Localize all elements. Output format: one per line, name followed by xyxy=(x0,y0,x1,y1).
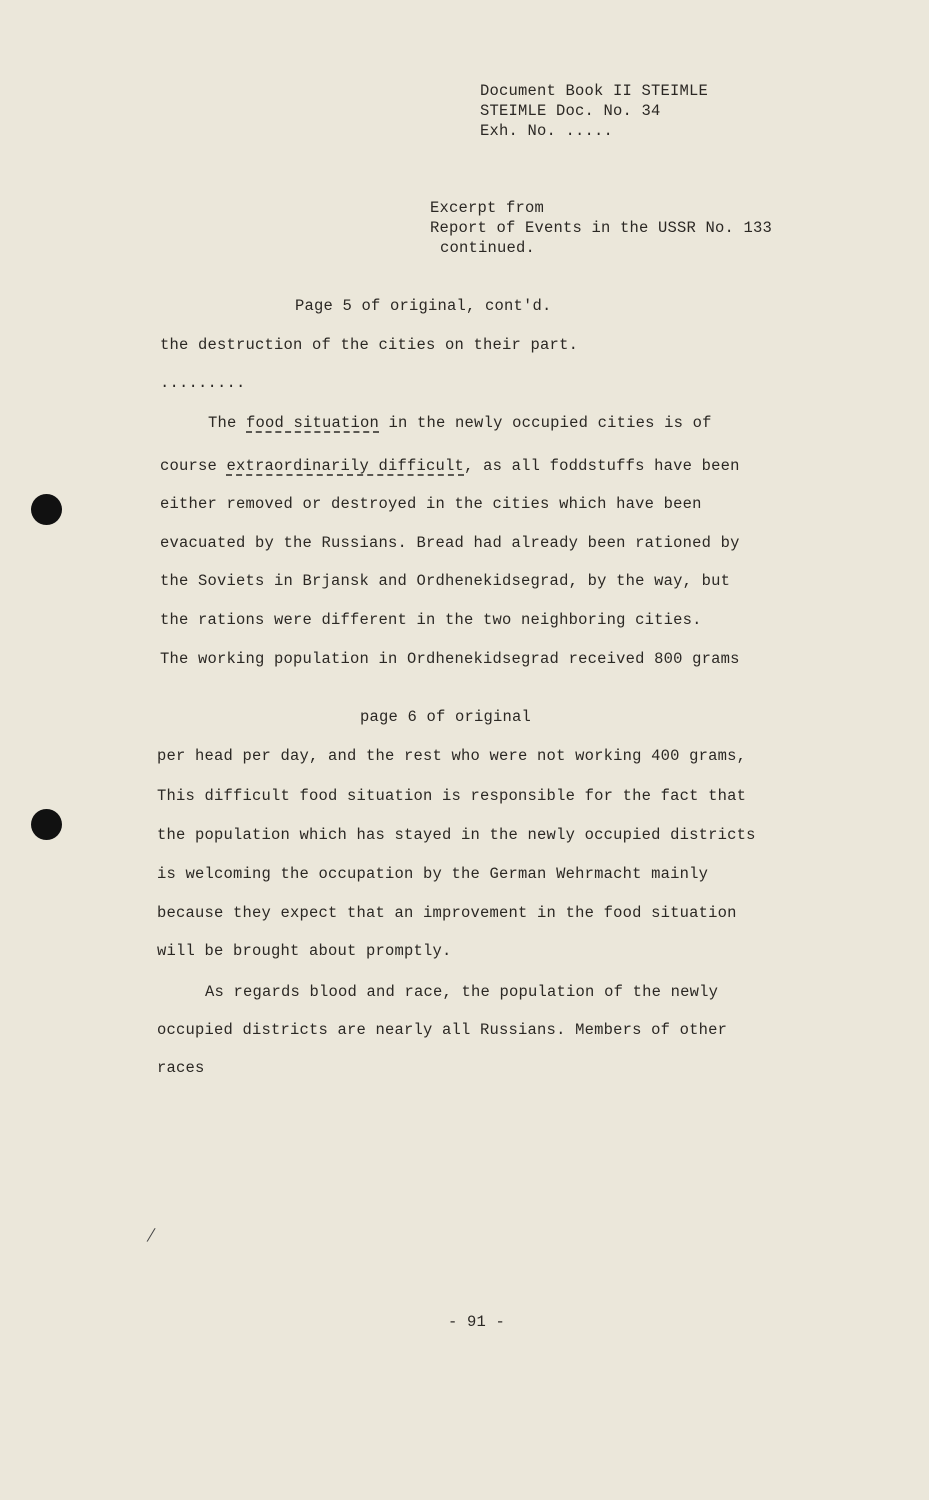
underlined-term: food situation xyxy=(246,414,380,432)
text-run: in the newly occupied cities is of xyxy=(379,414,712,432)
page-5-heading: Page 5 of original, cont'd. xyxy=(295,297,552,315)
page-number: - 91 - xyxy=(448,1313,506,1331)
paragraph-line: is welcoming the occupation by the German Wehrmacht mainly xyxy=(157,865,709,883)
paragraph-line: As regards blood and race, the population of the newly xyxy=(205,983,719,1001)
paragraph-line: the population which has stayed in the newly occupied districts xyxy=(157,826,756,844)
ellipsis-dots: ......... xyxy=(160,374,246,392)
paragraph-line xyxy=(208,413,712,433)
pencil-mark: / xyxy=(145,1221,157,1248)
paragraph-line: the Soviets in Brjansk and Ordhenekidsegrad, by the way, but xyxy=(160,572,731,590)
paragraph-line: because they expect that an improvement in the food situation xyxy=(157,904,737,922)
excerpt-continued: continued. xyxy=(440,239,536,257)
page-6-heading: page 6 of original xyxy=(360,708,532,726)
excerpt-source: Report of Events in the USSR No. 133 xyxy=(430,219,773,237)
carryover-line: the destruction of the cities on their part. xyxy=(160,336,579,354)
paragraph-line: occupied districts are nearly all Russians. Members of other xyxy=(157,1021,728,1039)
paragraph-line: evacuated by the Russians. Bread had already been rationed by xyxy=(160,534,740,552)
paragraph-line xyxy=(160,456,740,476)
underlined-term: extraordinarily difficult xyxy=(226,457,465,475)
paragraph-line: the rations were different in the two neighboring cities. xyxy=(160,611,702,629)
excerpt-label: Excerpt from xyxy=(430,199,545,217)
text-run: , as all foddstuffs have been xyxy=(464,457,740,475)
punch-hole-bottom xyxy=(31,809,62,840)
header-exhibit-number: Exh. No. ..... xyxy=(480,122,614,140)
text-run: The xyxy=(208,414,247,432)
paragraph-line: will be brought about promptly. xyxy=(157,942,452,960)
header-book: Document Book II STEIMLE xyxy=(480,82,709,100)
paragraph-line: races xyxy=(157,1059,205,1077)
header-doc-number: STEIMLE Doc. No. 34 xyxy=(480,102,661,120)
paragraph-line: The working population in Ordhenekidsegrad received 800 grams xyxy=(160,650,740,668)
paragraph-line: either removed or destroyed in the cities which have been xyxy=(160,495,702,513)
paragraph-line: per head per day, and the rest who were not working 400 grams, xyxy=(157,747,747,765)
text-run: course xyxy=(160,457,227,475)
punch-hole-top xyxy=(31,494,62,525)
paragraph-line: This difficult food situation is responsible for the fact that xyxy=(157,787,747,805)
